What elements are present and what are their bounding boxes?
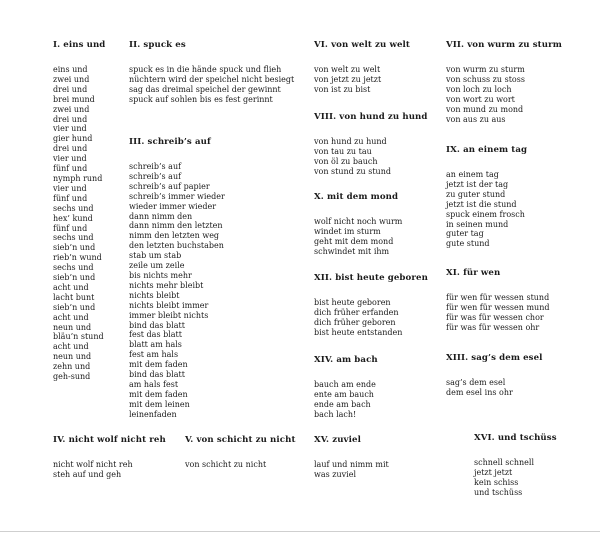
poem-line: immer bleibt nichts [129, 310, 209, 320]
poem-title: XI. für wen [446, 268, 501, 278]
poem-title: II. spuck es [129, 40, 186, 50]
poem-title: VI. von welt zu welt [314, 40, 410, 50]
poem-line: jetzt jetzt [474, 467, 513, 477]
poem-line: dich früher erfanden [314, 307, 399, 317]
poem-line: jetzt ist der tag [446, 179, 509, 189]
poem-line: schreib’s immer wieder [129, 191, 225, 201]
poem-line: brei mund [53, 94, 95, 104]
poem-line: windet im sturm [314, 226, 381, 236]
poem-line: wolf nicht noch wurm [314, 217, 403, 226]
poem-line: von öl zu bauch [314, 156, 378, 166]
poem-line: zehn und [53, 362, 91, 372]
poem-line: rieb’n wund [53, 253, 102, 263]
poem-line: acht und [53, 282, 89, 292]
poem-line: mit dem faden [129, 360, 188, 370]
poem-line: bis nichts mehr [129, 270, 192, 280]
poem-line: schreib’s auf [129, 162, 182, 171]
poem-line: kein schiss [474, 477, 519, 487]
poem-line: den letzten buchstaben [129, 241, 224, 251]
poem-title: IX. an einem tag [446, 145, 528, 155]
poem-title: IV. nicht wolf nicht reh [53, 435, 166, 445]
poem-line: nichts mehr bleibt [129, 280, 204, 290]
poem-10 [314, 355, 378, 420]
poem-8 [314, 192, 402, 257]
poem-title: III. schreib’s auf [129, 137, 211, 147]
poem-title: VII. von wurm zu sturm [446, 40, 562, 50]
poem-line: vier und [53, 183, 87, 193]
poem-line: geht mit dem mond [314, 236, 394, 246]
poem-line: sag’s dem esel [446, 378, 506, 387]
poem-line: acht und [53, 342, 89, 352]
poem-line: nymph rund [53, 173, 103, 183]
poem-line: sechs und [53, 263, 94, 273]
poem-line: dem esel ins ohr [446, 387, 513, 397]
poem-line: von welt zu welt [314, 65, 381, 74]
poem-line: nichts bleibt immer [129, 300, 209, 310]
poem-line: spuck einem frosch [446, 209, 525, 219]
poem-line: was zuviel [314, 469, 357, 479]
poem-title: V. von schicht zu nicht [185, 435, 296, 445]
poem-line: für wen für wessen stund [446, 293, 550, 302]
poem-line: schreib’s auf papier [129, 181, 210, 191]
poem-11 [314, 435, 389, 480]
poem-line: drei und [53, 144, 88, 154]
poem-line: nichts bleibt [129, 290, 180, 300]
poem-line: von stund zu stund [314, 166, 391, 176]
poem-line: zwei und [53, 74, 90, 84]
poem-line: von loch zu loch [446, 84, 512, 94]
poem-line: guter tag [446, 229, 484, 239]
poem-title: XIII. sag’s dem esel [446, 353, 543, 363]
poem-line: hex’ kund [53, 213, 93, 223]
poem-16 [474, 433, 557, 498]
poem-line: von tau zu tau [314, 146, 372, 156]
poem-line: sechs und [53, 233, 94, 243]
poem-line: am hals fest [129, 379, 179, 389]
poem-line: bach lach! [314, 409, 357, 419]
poem-line: ente am bauch [314, 389, 374, 399]
poem-line: bläu’n stund [53, 332, 104, 342]
poem-line: dich früher geboren [314, 317, 396, 327]
poem-9 [314, 273, 428, 338]
poem-line: jetzt ist die stund [446, 199, 517, 209]
poem-title: X. mit dem mond [314, 192, 399, 202]
poem-title: I. eins und [53, 40, 106, 50]
poem-line: stab um stab [129, 251, 182, 261]
poem-line: vier und [53, 154, 87, 164]
poem-line: zwei und [53, 104, 90, 114]
poem-line: dann nimm den [129, 211, 193, 221]
poem-line: von mund zu mond [446, 104, 524, 114]
poem-line: schreib’s auf [129, 171, 182, 181]
poem-13 [446, 145, 527, 249]
poem-line: leinenfaden [129, 409, 177, 419]
poem-line: ende am bach [314, 399, 371, 409]
poem-line: von schicht zu nicht [185, 460, 267, 469]
poem-line: nüchtern wird der speichel nicht besiegt [129, 74, 295, 84]
poem-line: für was für wessen chor [446, 312, 544, 322]
poem-line: von wurm zu sturm [446, 65, 525, 74]
poem-title: XVI. und tschüss [474, 433, 557, 443]
poem-line: geh-sund [53, 372, 91, 382]
poem-line: fünf und [53, 164, 88, 174]
poem-7 [314, 112, 428, 177]
poem-line: zu guter stund [446, 189, 506, 199]
poem-line: bind das blatt [129, 320, 185, 330]
poem-title: VIII. von hund zu hund [314, 112, 428, 122]
poem-line: von hund zu hund [314, 137, 387, 146]
poem-15 [446, 353, 543, 398]
poem-line: an einem tag [446, 170, 499, 179]
poem-line: drei und [53, 114, 88, 124]
poem-line: sieb’n und [53, 243, 96, 253]
poem-line: spuck es in die hände spuck und flieh [129, 65, 282, 74]
poem-title: XIV. am bach [314, 355, 378, 365]
poem-line: acht und [53, 312, 89, 322]
poem-line: sieb’n und [53, 302, 96, 312]
poem-line: blatt am hals [129, 340, 182, 350]
poem-line: eins und [53, 65, 88, 74]
poem-12 [446, 40, 562, 124]
poem-line: von wort zu wort [446, 94, 515, 104]
poem-1 [53, 40, 105, 382]
poem-line: lauf und nimm mit [314, 460, 389, 469]
poem-line: nicht wolf nicht reh [53, 460, 133, 469]
poem-line: sag das dreimal speichel der gewinnt [129, 84, 281, 94]
poem-line: in seinen mund [446, 219, 509, 229]
poem-line: drei und [53, 84, 88, 94]
poem-line: bist heute geboren [314, 298, 391, 307]
poem-line: für wen für wessen mund [446, 302, 550, 312]
poem-line: vier und [53, 124, 87, 134]
poem-line: von jetzt zu jetzt [314, 74, 382, 84]
poem-14 [446, 268, 549, 333]
poem-line: fünf und [53, 223, 88, 233]
poem-line: für was für wessen ohr [446, 322, 540, 332]
page-bottom-divider [0, 531, 600, 532]
poem-title: XV. zuviel [314, 435, 361, 445]
poem-6 [314, 40, 410, 95]
poem-line: gute stund [446, 239, 490, 249]
poem-line: fest am hals [129, 350, 179, 360]
poem-line: mit dem faden [129, 389, 188, 399]
poem-3 [129, 137, 225, 420]
poem-line: von aus zu aus [446, 114, 506, 124]
poem-line: spuck auf sohlen bis es fest gerinnt [129, 94, 273, 104]
poem-line: schwindet mit ihm [314, 246, 390, 256]
poem-line: neun und [53, 352, 92, 362]
poem-line: bist heute entstanden [314, 327, 403, 337]
poem-line: fest das blatt [129, 330, 182, 340]
poem-line: neun und [53, 322, 92, 332]
poem-line: nimm den letzten weg [129, 231, 220, 241]
poem-line: gier hund [53, 134, 93, 144]
poem-line: dann nimm den letzten [129, 221, 223, 231]
poem-line: bind das blatt [129, 370, 185, 380]
poem-line: sechs und [53, 203, 94, 213]
poem-5 [185, 435, 296, 470]
poem-line: steh auf und geh [53, 469, 122, 479]
poem-line: von schuss zu stoss [446, 74, 525, 84]
poem-line: lacht bunt [53, 292, 95, 302]
poem-4 [53, 435, 166, 480]
poem-line: schnell schnell [474, 458, 535, 467]
poem-line: mit dem leinen [129, 399, 190, 409]
poem-title: XII. bist heute geboren [314, 273, 428, 283]
poem-line: und tschüss [474, 487, 523, 497]
poem-line: von ist zu bist [314, 84, 371, 94]
poem-line: sieb’n und [53, 273, 96, 283]
poem-line: bauch am ende [314, 380, 376, 389]
poem-line: wieder immer wieder [129, 201, 217, 211]
poem-line: zeile um zeile [129, 261, 185, 271]
poem-line: fünf und [53, 193, 88, 203]
poem-2 [129, 40, 294, 105]
